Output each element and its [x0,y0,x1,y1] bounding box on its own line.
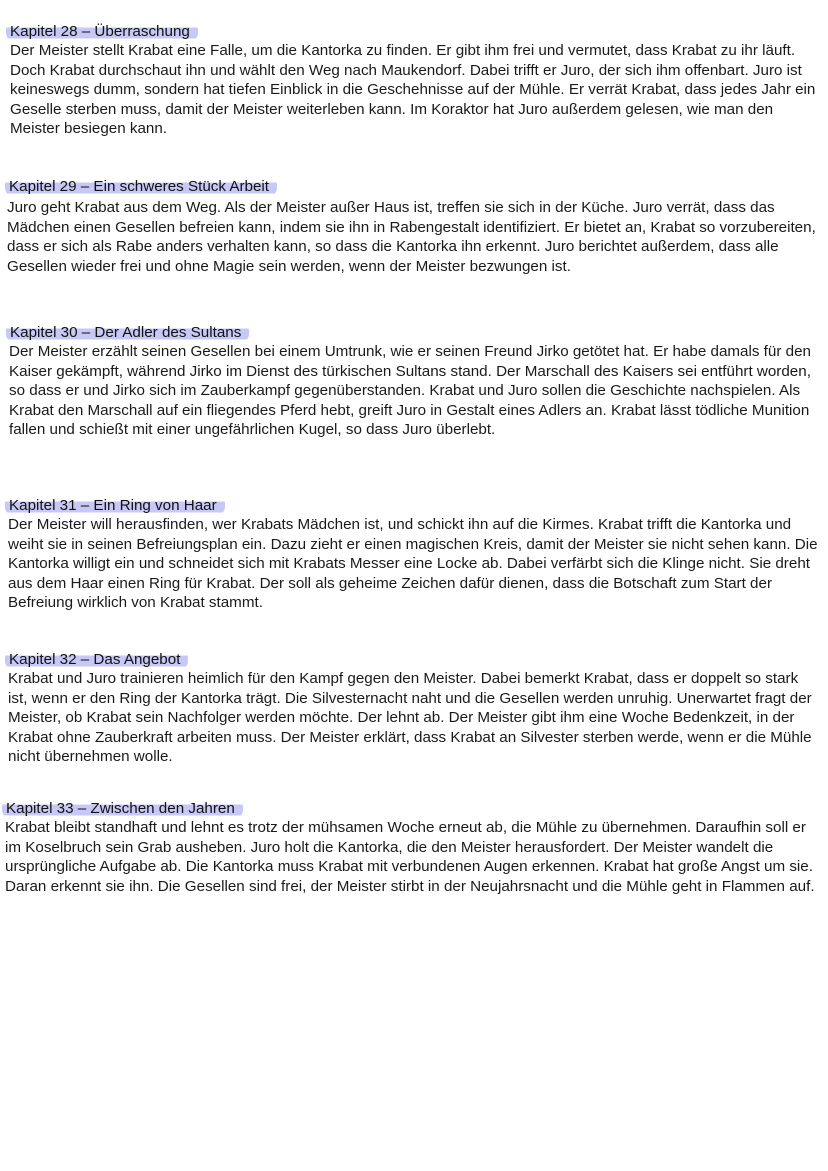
chapter-summary: Krabat und Juro trainieren heimlich für den Kampf gegen den Meister. Dabei bemerkt Krabat, dass er doppelt so stark ist, wenn er den Ring der Kantorka trägt. Die Silvesternacht naht und die Gesellen werden unruhig. Unerwartet fragt der Meister, ob Krabat sein Nachfolger werden möchte. Der lehnt ab. Der Meister gibt ihm eine Woche Bedenkzeit, in der Krabat ohne Zauberkraft arbeiten muss. Der Meister erklärt, dass Krabat an Silvester sterben werde, wenn er die Mühle nicht übernehmen wolle. [8,670,812,765]
chapter-29 [3,177,818,276]
chapter-summary: Der Meister stellt Krabat eine Falle, um die Kantorka zu finden. Er gibt ihm frei und vermutet, dass Krabat zu ihr läuft. Doch Krabat durchschaut ihn und wählt den Weg nach Maukendorf. Dabei trifft er Juro, der sich ihm offenbart. Juro ist keineswegs dumm, sondern hat tiefen Einblick in die Geschehnisse auf der Mühle. Er verrät Krabat, dass jedes Jahr ein Geselle sterben muss, damit der Meister weiterleben kann. Im Koraktor hat Juro außerdem gelesen, wie man den Meister besiegen kann. [10,42,816,137]
chapter-30 [6,323,821,440]
chapter-32 [5,650,820,767]
chapter-31 [5,496,820,613]
chapter-summary: Der Meister will herausfinden, wer Krabats Mädchen ist, und schickt ihn auf die Kirmes. Krabat trifft die Kantorka und weiht sie in seinen Befreiungsplan ein. Dazu zieht er einen magischen Kreis, damit der Meister sie nicht sehen kann. Die Kantorka willigt ein und schneidet sich mit Krabats Messer eine Locke ab. Dabei verfärbt sich die Klinge nicht. Sie dreht aus dem Haar einen Ring für Krabat. Der soll als geheime Zeichen dafür dienen, dass die Botschaft zum Start der Befreiung wirklich von Krabat stammt. [8,516,818,611]
chapter-summary: Krabat bleibt standhaft und lehnt es trotz der mühsamen Woche erneut ab, die Mühle zu übernehmen. Daraufhin soll er im Koselbruch sein Grab ausheben. Juro holt die Kantorka, die den Meister herausfordert. Der Meister wandelt die ursprüngliche Aufgabe ab. Die Kantorka muss Krabat mit verbundenen Augen erkennen. Krabat hat große Angst um sie. Daran erkennt sie ihn. Die Gesellen sind frei, der Meister stirbt in der Neujahrsnacht und die Mühle geht in Flammen auf. [5,819,815,895]
chapter-heading: Kapitel 32 – Das Angebot [5,650,188,669]
chapter-heading: Kapitel 30 – Der Adler des Sultans [6,323,249,342]
chapter-heading: Kapitel 28 – Überraschung [6,22,198,41]
chapter-heading: Kapitel 29 – Ein schweres Stück Arbeit [5,177,277,196]
chapter-heading: Kapitel 33 – Zwischen den Jahren [2,799,243,818]
chapter-summary: Der Meister erzählt seinen Gesellen bei einem Umtrunk, wie er seinen Freund Jirko getötet hat. Er habe damals für den Kaiser gekämpft, während Jirko im Dienst des türkischen Sultans stand. Der Marschall des Kaisers sei entführt worden, so dass er und Jirko sich im Zauberkampf gegenüberstanden. Krabat und Juro sollen die Geschichte nachspielen. Als Krabat den Marschall auf ein fliegendes Pferd hebt, greift Juro in Gestalt eines Adlers an. Krabat lässt tödliche Munition fallen und schießt mit einer ungefährlichen Kugel, so dass Juro überlebt. [9,343,811,438]
chapter-33 [2,799,817,896]
chapter-heading: Kapitel 31 – Ein Ring von Haar [5,496,225,515]
chapter-summary: Juro geht Krabat aus dem Weg. Als der Meister außer Haus ist, treffen sie sich in der Küche. Juro verrät, dass das Mädchen einen Gesellen befreien kann, indem sie ihn in Rabengestalt identifiziert. Er bietet an, Krabat so vorzubereiten, dass er sich als Rabe anders verhalten kann, so dass die Kantorka ihn erkennt. Juro berichtet außerdem, dass alle Gesellen wieder frei und ohne Magie sein werden, wenn der Meister bezwungen ist. [7,199,816,275]
chapter-28 [6,22,821,139]
